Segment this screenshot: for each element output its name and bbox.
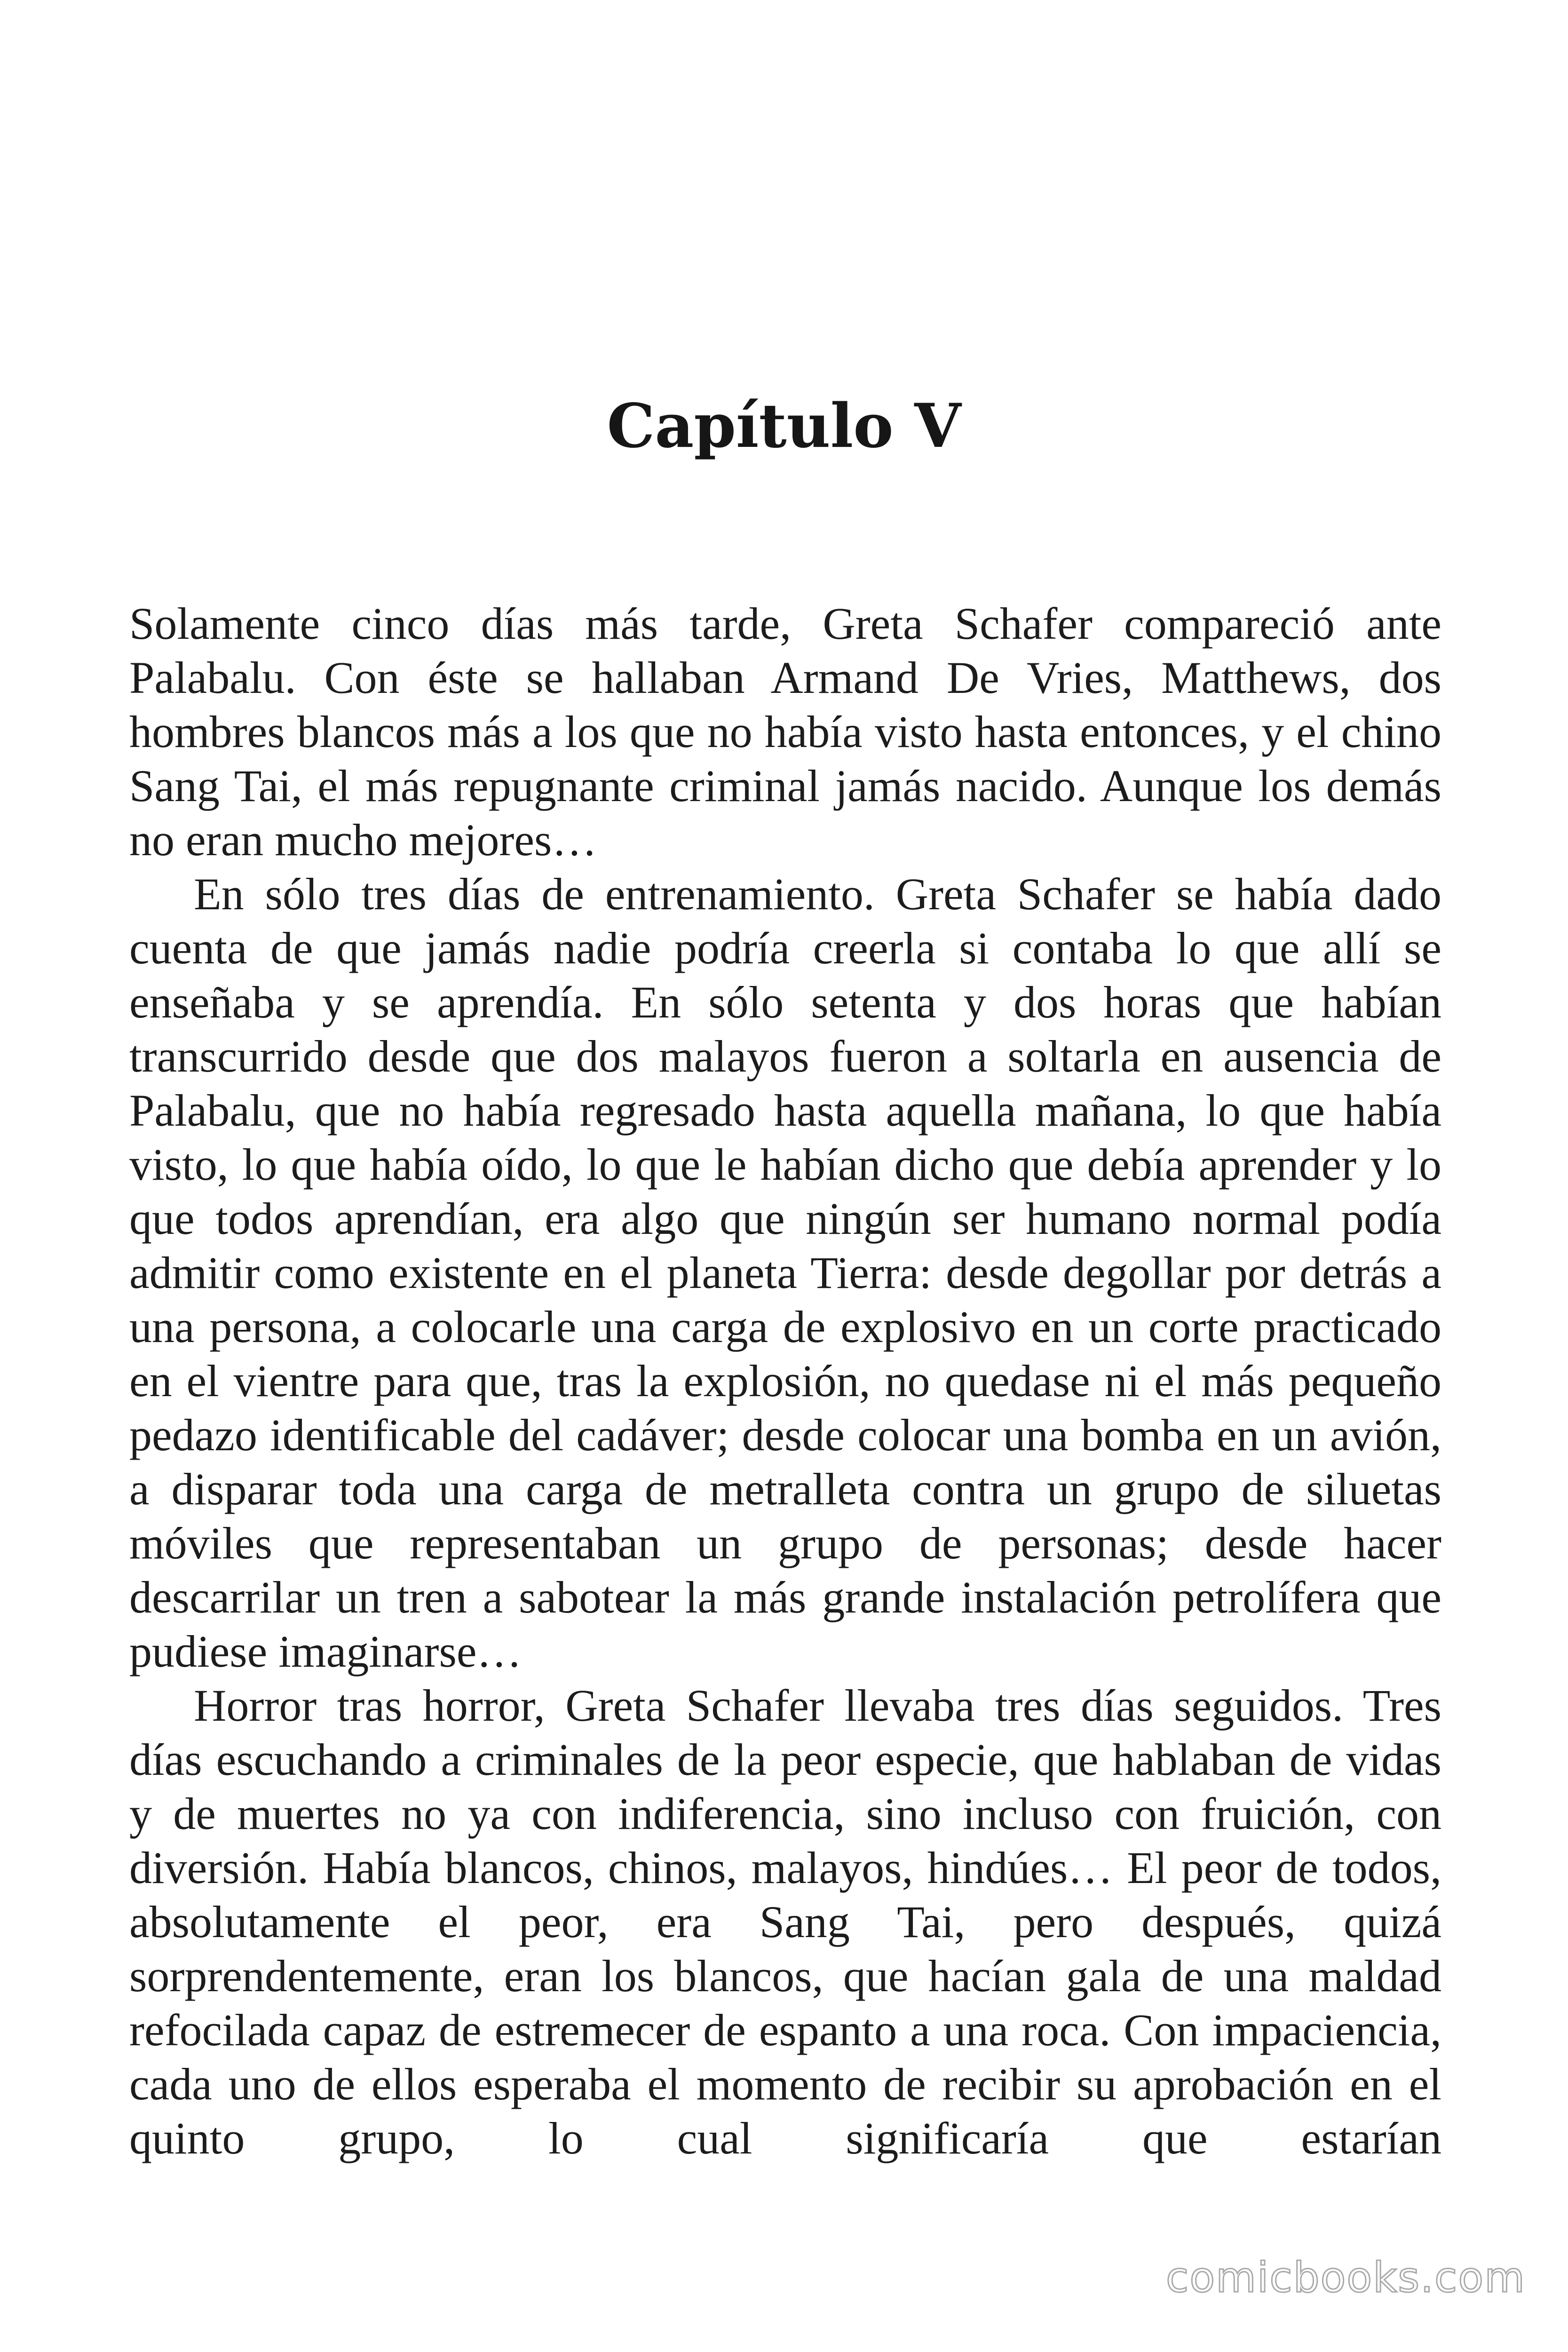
chapter-title: Capítulo V bbox=[607, 391, 961, 461]
chapter-body bbox=[129, 596, 1441, 2165]
watermark-logo: comicbooks.com bbox=[1165, 2253, 1526, 2302]
paragraph-1: Solamente cinco días más tarde, Greta Schafer compareció ante Palabalu. Con éste se hallaban Armand De Vries, Matthews, dos hombres blancos más a los que no había visto hasta entonces, y el chino Sang Tai, el más repugnante criminal jamás nacido. Aunque los demás no eran mucho mejores… bbox=[129, 598, 1441, 865]
paragraph-3: Horror tras horror, Greta Schafer llevaba tres días seguidos. Tres días escuchando a criminales de la peor especie, que hablaban de vidas y de muertes no ya con indiferencia, sino incluso con fruición, con diversión. Había blancos, chinos, malayos, hindúes… El peor de todos, absolutamente el peor, era Sang Tai, pero después, quizá sorprendentemente, eran los blancos, que hacían gala de una maldad refocilada capaz de estremecer de espanto a una roca. Con impaciencia, cada uno de ellos esperaba el momento de recibir su aprobación en el quinto grupo, lo cual significaría que estarían bbox=[129, 1680, 1441, 2163]
paragraph-2: En sólo tres días de entrenamiento. Greta Schafer se había dado cuenta de que jamás nadie podría creerla si contaba lo que allí se enseñaba y se aprendía. En sólo setenta y dos horas que habían transcurrido desde que dos malayos fueron a soltarla en ausencia de Palabalu, que no había regresado hasta aquella mañana, lo que había visto, lo que había oído, lo que le habían dicho que debía aprender y lo que todos aprendían, era algo que ningún ser humano normal podía admitir como existente en el planeta Tierra: desde degollar por detrás a una persona, a colocarle una carga de explosivo en un corte practicado en el vientre para que, tras la explosión, no quedase ni el más pequeño pedazo identificable del cadáver; desde colocar una bomba en un avión, a disparar toda una carga de metralleta contra un grupo de siluetas móviles que representaban un grupo de personas; desde hacer descarrilar un tren a sabotear la más grande instalación petrolífera que pudiese imaginarse… bbox=[129, 869, 1441, 1677]
